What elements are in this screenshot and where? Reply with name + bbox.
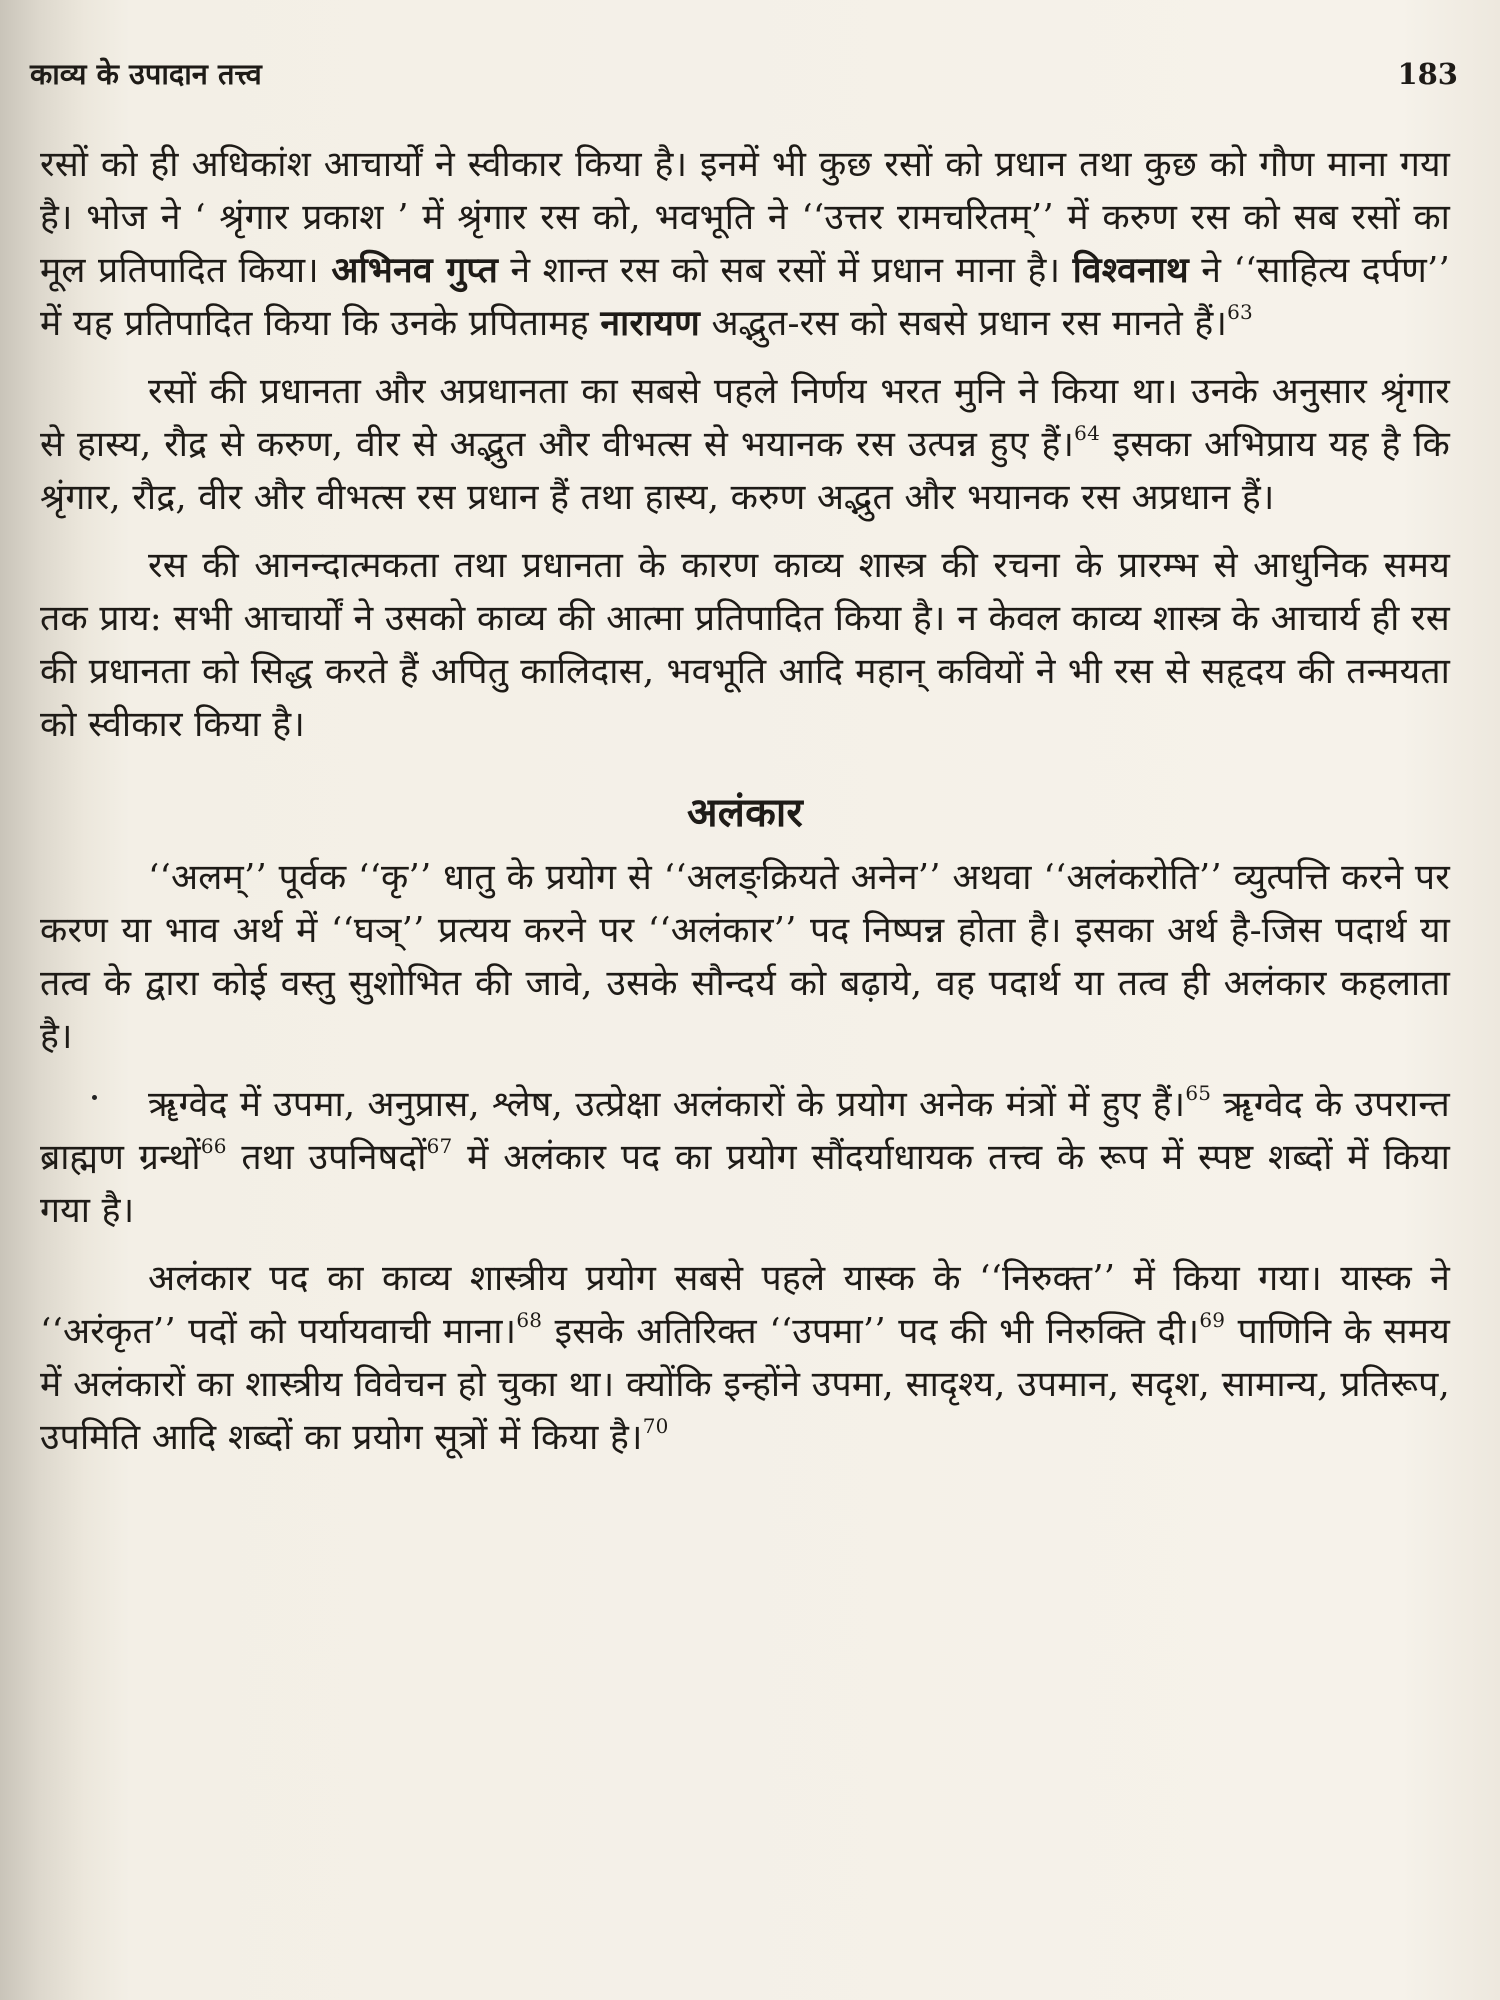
section-heading: अलंकार — [687, 789, 803, 836]
text-segment: अलंकार पद का काव्य शास्त्रीय प्रयोग सबसे पहले यास्क के ‘‘निरुक्त’’ में किया गया। यास्क ने ‘‘अरंकृत’’ पदों को पर्यायवाची माना। — [40, 1258, 1450, 1352]
paragraph-5 — [40, 1078, 1450, 1237]
footnote-marker: 69 — [1199, 1308, 1226, 1332]
paragraph-1 — [40, 138, 1450, 350]
paragraph-2 — [40, 365, 1450, 524]
bold-name: नारायण — [600, 303, 700, 344]
footnote-marker: 67 — [426, 1134, 453, 1158]
text-segment: इसके अतिरिक्त ‘‘उपमा’’ पद की भी निरुक्ति दी। — [542, 1311, 1200, 1352]
text-segment: ‘‘अलम्’’ पूर्वक ‘‘कृ’’ धातु के प्रयोग से ‘‘अलङ्क्रियते अनेन’’ अथवा ‘‘अलंकरोति’’ व्युत्पत्ति करने पर करण या भाव अर्थ में ‘‘घञ्’’ प्रत्यय करने पर ‘‘अलंकार’’ पद निष्पन्न होता है। इसका अर्थ है-जिस पदार्थ या तत्व के द्वारा कोई वस्तु सुशोभित की जावे, उसके सौन्दर्य को बढ़ाये, वह पदार्थ या तत्व ही अलंकार कहलाता है। — [40, 857, 1450, 1057]
footnote-marker: 65 — [1185, 1081, 1212, 1105]
running-title: काव्य के उपादान तत्त्व — [30, 57, 262, 91]
text-segment: तथा उपनिषदों — [226, 1137, 427, 1178]
text-segment: ने ‘‘साहित्य दर्पण’’ में यह प्रतिपादित किया कि उनके प्रपितामह — [40, 250, 1451, 344]
footnote-marker: 66 — [200, 1134, 227, 1158]
text-segment: ने शान्त रस को सब रसों में प्रधान माना है। — [498, 250, 1073, 291]
text-segment: ॠग्वेद के उपरान्त ब्राह्मण ग्रन्थों — [40, 1084, 1450, 1178]
footnote-marker: 68 — [516, 1308, 543, 1332]
bold-name: विश्वनाथ — [1072, 250, 1189, 291]
footnote-marker: 63 — [1227, 300, 1253, 324]
footnote-marker: 70 — [642, 1414, 669, 1438]
text-segment: रस की आनन्दात्मकता तथा प्रधानता के कारण काव्य शास्त्र की रचना के प्रारम्भ से आधुनिक समय तक प्राय: सभी आचार्यों ने उसको काव्य की आत्मा प्रतिपादित किया है। न केवल काव्य शास्त्र के आचार्य ही रस की प्रधानता को सिद्ध करते हैं अपितु कालिदास, भवभूति आदि महान् कवियों ने भी रस से सहृदय की तन्मयता को स्वीकार किया है। — [40, 545, 1450, 745]
text-segment: रसों को ही अधिकांश आचार्यों ने स्वीकार किया है। इनमें भी कुछ रसों को प्रधान तथा कुछ को गौण माना गया है। भोज ने ‘ श्रृंगार प्रकाश ’ में श्रृंगार रस को, भवभूति ने ‘‘उत्तर रामचरितम्’’ में करुण रस को सब रसों का मूल प्रतिपादित किया। — [40, 144, 1450, 291]
text-segment: इसका अभिप्राय यह है कि श्रृंगार, रौद्र, वीर और वीभत्स रस प्रधान हैं तथा हास्य, करुण अद्भुत और भयानक रस अप्रधान हैं। — [40, 424, 1450, 518]
paragraph-6 — [40, 1252, 1450, 1464]
paragraph-3 — [40, 539, 1450, 751]
text-segment: में अलंकार पद का प्रयोग सौंदर्याधायक तत्त्व के रूप में स्पष्ट शब्दों में किया गया है। — [40, 1137, 1450, 1231]
page-number: 183 — [1397, 57, 1458, 91]
page-header — [30, 52, 1458, 96]
footnote-marker: 64 — [1074, 421, 1101, 445]
text-segment: पाणिनि के समय में अलंकारों का शास्त्रीय विवेचन हो चुका था। क्योंकि इन्होंने उपमा, सादृश्य, उपमान, सदृश, सामान्य, प्रतिरूप, उपमिति आदि शब्दों का प्रयोग सूत्रों में किया है। — [40, 1311, 1450, 1458]
bold-name: अभिनव गुप्त — [331, 250, 499, 291]
body-text — [40, 138, 1450, 1479]
text-segment: ॠग्वेद में उपमा, अनुप्रास, श्लेष, उत्प्रेक्षा अलंकारों के प्रयोग अनेक मंत्रों में हुए हैं। — [148, 1084, 1186, 1125]
paragraph-4 — [40, 851, 1450, 1063]
text-segment: रसों की प्रधानता और अप्रधानता का सबसे पहले निर्णय भरत मुनि ने किया था। उनके अनुसार श्रृंगार से हास्य, रौद्र से करुण, वीर से अद्भुत और वीभत्स से भयानक रस उत्पन्न हुए हैं। — [40, 371, 1450, 465]
text-segment: अद्भुत-रस को सबसे प्रधान रस मानते हैं। — [700, 303, 1228, 344]
